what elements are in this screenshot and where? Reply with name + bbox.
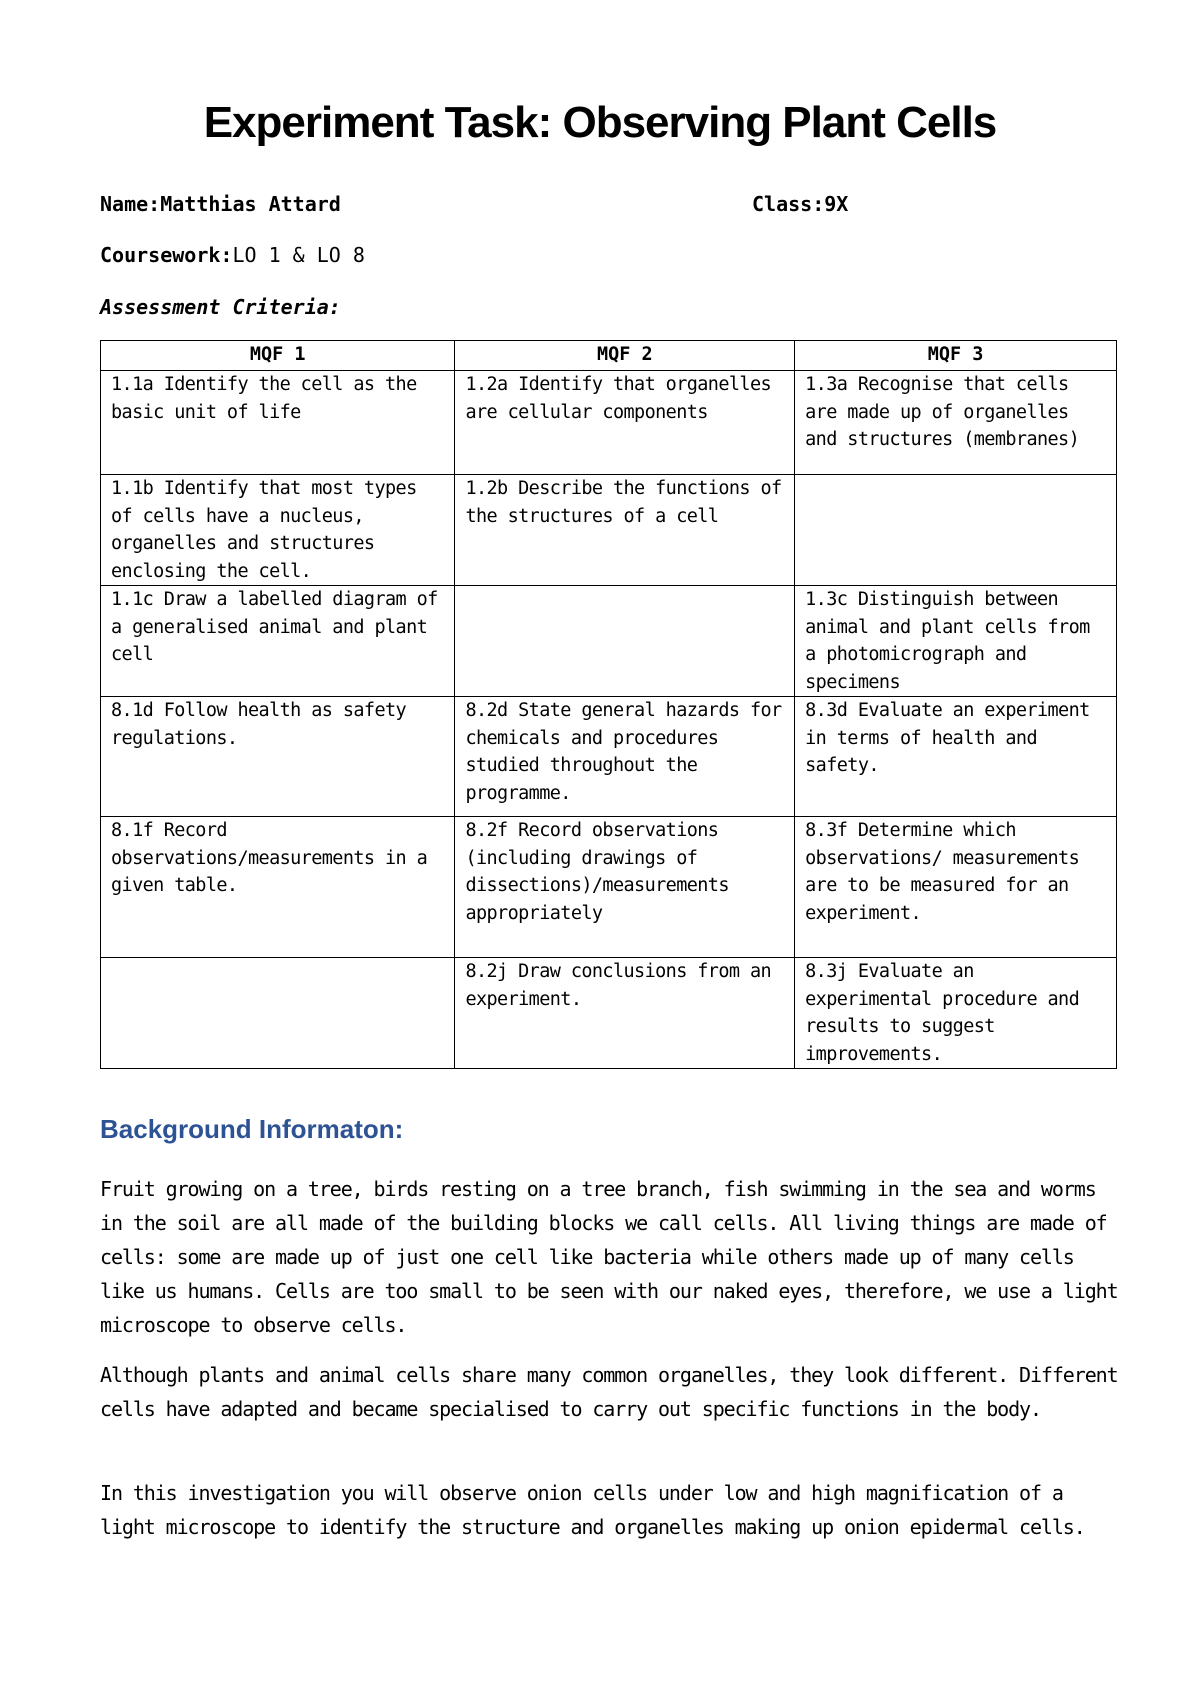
table-cell: 1.3c Distinguish between animal and plant cells from a photomicrograph and specimens (795, 586, 1117, 697)
table-row (101, 475, 1117, 586)
class-label: Class: (752, 192, 825, 216)
table-cell: 1.2a Identify that organelles are cellular components (455, 371, 795, 475)
coursework-label: Coursework: (100, 243, 233, 267)
table-cell: 1.1a Identify the cell as the basic unit of life (101, 371, 455, 475)
name-value: Matthias Attard (160, 192, 341, 216)
table-row (101, 697, 1117, 817)
table-cell: 8.3j Evaluate an experimental procedure and results to suggest improvements. (795, 958, 1117, 1069)
table-cell: 1.3a Recognise that cells are made up of organelles and structures (membranes) (795, 371, 1117, 475)
table-cell (101, 958, 455, 1069)
assessment-criteria-table (100, 340, 1117, 1069)
page-title: Experiment Task: Observing Plant Cells (203, 98, 997, 147)
background-paragraph: Fruit growing on a tree, birds resting on a tree branch, fish swimming in the sea and worms in the soil are all made of the building blocks we call cells. All living things are made of cells: some are made up of just one cell like bacteria while others made up of many cells like us humans. Cells are too small to be seen with our naked eyes, therefore, we use a light microscope to observe cells. (100, 1177, 1118, 1337)
background-paragraph: Although plants and animal cells share many common organelles, they look different. Different cells have adapted and became specialised to carry out specific functions in the body. (100, 1363, 1118, 1421)
table-cell: 1.2b Describe the functions of the structures of a cell (455, 475, 795, 586)
table-row (101, 817, 1117, 958)
table-row (101, 586, 1117, 697)
table-cell: 8.2f Record observations (including drawings of dissections)/measurements appropriately (455, 817, 795, 958)
header-mqf1: MQF 1 (101, 341, 455, 371)
assessment-criteria-label: Assessment Criteria: (100, 295, 341, 319)
coursework-value: LO 1 & LO 8 (232, 243, 365, 267)
table-cell: 1.1c Draw a labelled diagram of a generalised animal and plant cell (101, 586, 455, 697)
table-cell: 8.1f Record observations/measurements in a given table. (101, 817, 455, 958)
table-row (101, 371, 1117, 475)
table-cell: 8.3d Evaluate an experiment in terms of health and safety. (795, 697, 1117, 817)
header-mqf3: MQF 3 (795, 341, 1117, 371)
table-cell: 8.1d Follow health as safety regulations. (101, 697, 455, 817)
table-cell: 8.3f Determine which observations/ measurements are to be measured for an experiment. (795, 817, 1117, 958)
table-row (101, 958, 1117, 1069)
coursework-line (100, 243, 365, 267)
student-name-line (100, 192, 341, 216)
table-cell: 8.2j Draw conclusions from an experiment. (455, 958, 795, 1069)
background-heading: Background Informaton: (100, 1114, 404, 1144)
table-cell (455, 586, 795, 697)
background-paragraph: In this investigation you will observe onion cells under low and high magnification of a light microscope to identify the structure and organelles making up onion epidermal cells. (100, 1481, 1085, 1539)
table-cell (795, 475, 1117, 586)
class-line (752, 192, 848, 216)
name-label: Name: (100, 192, 161, 216)
table-cell: 1.1b Identify that most types of cells have a nucleus, organelles and structures enclosing the cell. (101, 475, 455, 586)
table-header-row (101, 341, 1117, 371)
class-value: 9X (824, 192, 849, 216)
header-mqf2: MQF 2 (455, 341, 795, 371)
table-cell: 8.2d State general hazards for chemicals and procedures studied throughout the programme. (455, 697, 795, 817)
